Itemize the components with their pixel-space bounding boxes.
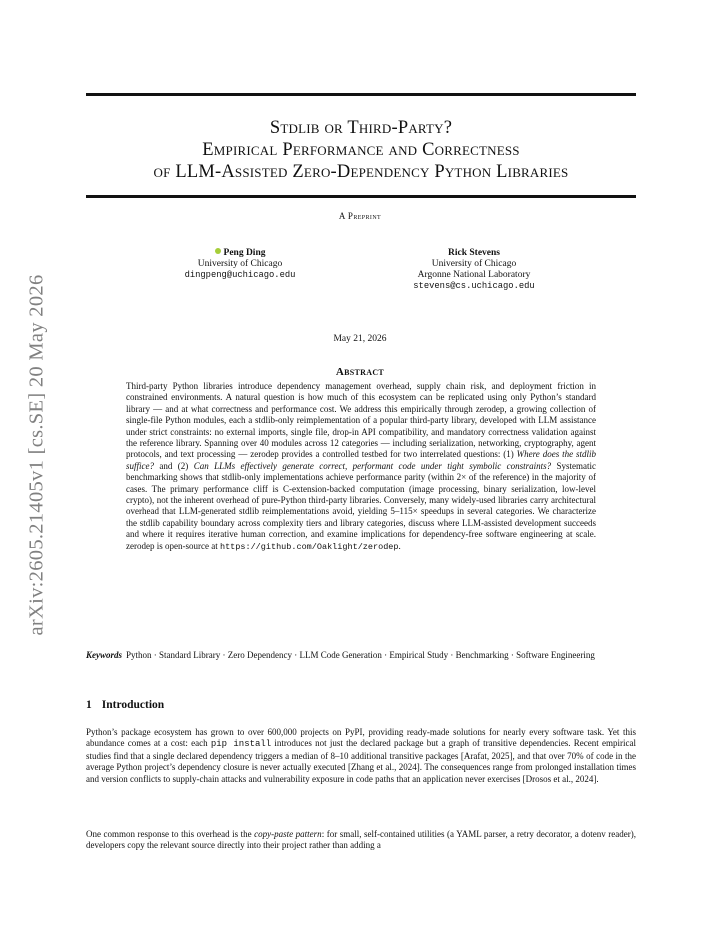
paper-date: May 21, 2026 — [333, 334, 387, 344]
author-name: Peng Ding — [160, 248, 320, 259]
abstract-question-1: Where does the stdlib suffice? — [126, 449, 596, 471]
keywords — [86, 650, 636, 661]
abstract-body: Third-party Python libraries introduce dependency management overhead, supply chain risk, and deployment friction in constrained environments. A natural question is how much of this ecosystem can be replicated using only Python’s standard library — and at what correctness and performance cost. We address this empirically through zerodep, a growing collection of single-file Python modules, each a stdlib-only reimplementation of a popular third-party library, developed with LLM assistance under strict constraints: no external imports, single file, drop-in API compatibility, and mandatory correctness validation against the reference library. Spanning over 40 modules across 12 categories — including serialization, networking, cryptography, agent protocols, and text processing — zerodep provides a controlled testbed for two interrelated questions: (1) Where does the stdlib suffice? and (2) Can LLMs effectively generate correct, performant code under tight symbolic constraints? Systematic benchmarking shows that stdlib-only implementations achieve performance parity (within 2× of the reference) in the majority of cases. The primary performance cliff is C-extension-backed computation (image processing, binary serialization, low-level crypto), not the inherent overhead of pure-Python third-party libraries. Conversely, many widely-used libraries carry architectural overhead that LLM-generated stdlib reimplementations avoid, yielding 5–115× speedups in several categories. We characterize the stdlib capability boundary across complexity tiers and library categories, discuss where LLM-assisted development succeeds and where it requires iterative human correction, and examine implications for dependency-free software engineering at scale. zerodep is open-source at https://github.com/Oaklight/zerodep. — [126, 381, 596, 552]
arxiv-sidebar-id: arXiv:2605.21405v1 [cs.SE] 20 May 2026 — [25, 274, 48, 636]
paper-title — [86, 117, 636, 183]
title-line-2: Empirical Performance and Correctness — [202, 140, 520, 160]
intro-paragraph-1: Python’s package ecosystem has grown to over 600,000 projects on PyPI, providing ready-made solutions for nearly every software task. Yet this abundance comes at a cost: each pip install introduces not just the declared package but a graph of transitive dependencies. Recent empirical studies find that a single declared dependency triggers a median of 8–10 additional transitive packages [Arafat, 2025], and that over 70% of code in the average Python project’s dependency closure is never actually executed [Zhang et al., 2024]. The consequences range from prolonged installation times and version conflicts to supply-chain attacks and vulnerability exposure in code paths that an application never exercises [Drosos et al., 2024]. — [86, 727, 636, 784]
emphasis-term: copy-paste pattern — [254, 829, 322, 839]
repo-link[interactable]: https://github.com/Oaklight/zerodep — [219, 541, 399, 552]
title-top-rule — [86, 93, 636, 96]
abstract-question-2: Can LLMs effectively generate correct, performant code under tight symbolic constraints? — [193, 460, 552, 471]
title-line-1: Stdlib or Third-Party? — [269, 118, 453, 138]
author-block-2 — [392, 248, 556, 292]
keywords-list: Python · Standard Library · Zero Dependency · LLM Code Generation · Empirical Study · Benchmarking · Software Engineering — [126, 650, 595, 660]
title-bottom-rule — [86, 195, 636, 198]
section-number: 1 — [86, 699, 92, 711]
author-affiliation: University of Chicago — [431, 259, 517, 269]
preprint-label: A Preprint — [338, 211, 382, 221]
section-heading-introduction — [86, 699, 164, 711]
author-email[interactable]: stevens@cs.uchicago.edu — [413, 281, 535, 291]
author-affiliation: University of Chicago — [197, 259, 283, 269]
orcid-icon[interactable] — [215, 248, 221, 254]
author-email[interactable]: dingpeng@uchicago.edu — [184, 270, 296, 280]
intro-paragraph-2: One common response to this overhead is the copy-paste pattern: for small, self-contained utilities (a YAML parser, a retry decorator, a dotenv reader), developers copy the relevant source directly into their project rather than adding a — [86, 829, 636, 851]
author-name: Rick Stevens — [448, 248, 500, 258]
inline-code: pip install — [210, 739, 272, 750]
section-title: Introduction — [101, 699, 165, 711]
author-block-1 — [160, 248, 320, 281]
abstract-heading: Abstract — [335, 366, 385, 378]
title-line-3: of LLM-Assisted Zero-Dependency Python Libraries — [153, 162, 569, 182]
author-affiliation-2: Argonne National Laboratory — [417, 270, 531, 280]
keywords-label: Keywords — [86, 650, 122, 660]
